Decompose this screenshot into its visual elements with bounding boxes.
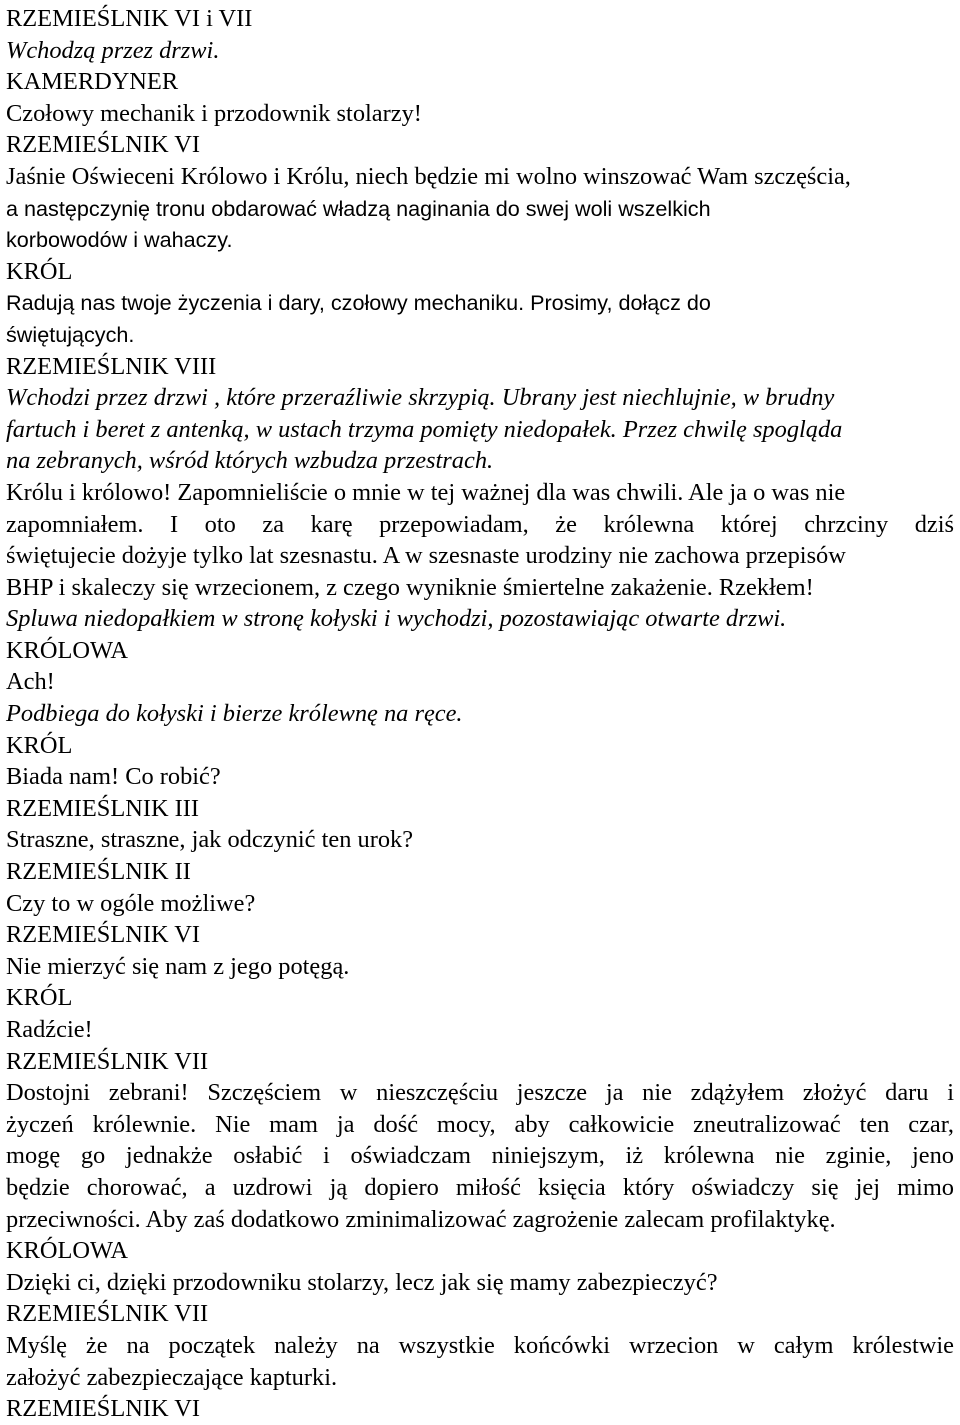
stage-direction-text: Spluwa niedopałkiem w stronę kołyski i wychodzi, pozostawiając otwarte drzwi.: [6, 605, 787, 633]
dialogue-text: Czy to w ogóle możliwe?: [6, 889, 256, 917]
dialogue-text: Radują nas twoje życzenia i dary, czołowy mechaniku. Prosimy, dołącz do: [6, 290, 711, 316]
text-line: [6, 1140, 954, 1172]
dialogue-text: RZEMIEŚLNIK II: [6, 858, 191, 886]
text-line: [6, 1046, 954, 1078]
dialogue-text: Ach!: [6, 668, 55, 696]
stage-direction-text: Podbiega do kołyski i bierze królewnę na ręce.: [6, 700, 463, 728]
text-line: [6, 919, 954, 951]
text-line: [6, 888, 954, 920]
text-line: [6, 856, 954, 888]
text-line: [6, 161, 954, 193]
dialogue-text: KRÓLOWA: [6, 636, 128, 664]
text-line: [6, 3, 954, 35]
dialogue-text: Dzięki ci, dzięki przodowniku stolarzy, lecz jak się mamy zabezpieczyć?: [6, 1268, 718, 1296]
dialogue-text: Dostojni zebrani! Szczęściem w nieszczęściu jeszcze ja nie zdążyłem złożyć daru i: [6, 1079, 954, 1107]
dialogue-text: RZEMIEŚLNIK III: [6, 794, 200, 822]
dialogue-text: Czołowy mechanik i przodownik stolarzy!: [6, 99, 422, 127]
text-line: [6, 1077, 954, 1109]
dialogue-text: świętujecie dożyje tylko lat szesnastu. A w szesnaste urodziny nie zachowa przepisów: [6, 542, 846, 570]
dialogue-text: Radźcie!: [6, 1016, 93, 1043]
dialogue-text: KRÓLOWA: [6, 1237, 128, 1265]
text-line: [6, 951, 954, 983]
text-line: [6, 1014, 954, 1046]
text-line: [6, 224, 954, 256]
dialogue-text: KAMERDYNER: [6, 68, 179, 96]
stage-direction-text: na zebranych, wśród których wzbudza przestrach.: [6, 447, 494, 475]
text-line: [6, 793, 954, 825]
dialogue-text: życzeń królewnie. Nie mam ja dość mocy, aby całkowicie zneutralizować ten czar,: [6, 1110, 954, 1138]
dialogue-text: a następczynię tronu obdarować władzą naginania do swej woli wszelkich: [6, 195, 711, 221]
text-line: [6, 1204, 954, 1236]
text-line: [6, 193, 954, 225]
text-line: [6, 1235, 954, 1267]
dialogue-text: Straszne, straszne, jak odczynić ten urok?: [6, 826, 414, 854]
dialogue-text: zapomniałem. I oto za karę przepowiadam, że królewna której chrzciny dziś: [6, 510, 954, 538]
dialogue-text: mogę go jednakże osłabić i oświadczam niniejszym, iż królewna nie zginie, jeno: [6, 1142, 954, 1170]
dialogue-text: Nie mierzyć się nam z jego potęgą.: [6, 952, 350, 980]
text-line: [6, 603, 954, 635]
text-line: [6, 414, 954, 446]
text-line: [6, 1172, 954, 1204]
text-line: [6, 982, 954, 1014]
text-line: [6, 509, 954, 541]
dialogue-text: KRÓL: [6, 731, 73, 759]
text-line: [6, 1298, 954, 1330]
dialogue-text: KRÓL: [6, 984, 73, 1012]
text-line: [6, 1393, 954, 1425]
text-line: [6, 572, 954, 604]
text-line: [6, 1109, 954, 1141]
text-line: [6, 540, 954, 572]
text-line: [6, 1267, 954, 1299]
dialogue-text: RZEMIEŚLNIK VI: [6, 921, 200, 949]
dialogue-text: Jaśnie Oświeceni Królowo i Królu, niech będzie mi wolno winszować Wam szczęścia,: [6, 162, 851, 190]
dialogue-text: RZEMIEŚLNIK VIII: [6, 352, 217, 380]
dialogue-text: będzie chorować, a uzdrowi ją dopiero miłość księcia który oświadczy się jej mimo: [6, 1173, 954, 1201]
text-line: [6, 761, 954, 793]
dialogue-text: BHP i skaleczy się wrzecionem, z czego wyniknie śmiertelne zakażenie. Rzekłem!: [6, 573, 814, 601]
dialogue-text: RZEMIEŚLNIK VI i VII: [6, 5, 253, 32]
text-line: [6, 477, 954, 509]
dialogue-text: Myślę że na początek należy na wszystkie końcówki wrzecion w całym królestwie: [6, 1331, 954, 1359]
text-line: [6, 666, 954, 698]
text-line: [6, 129, 954, 161]
text-line: [6, 287, 954, 319]
dialogue-text: Królu i królowo! Zapomnieliście o mnie w tej ważnej dla was chwili. Ale ja o was nie: [6, 478, 846, 506]
text-line: [6, 382, 954, 414]
text-line: [6, 351, 954, 383]
dialogue-text: przeciwności. Aby zaś dodatkowo zminimalizować zagrożenie zalecam profilaktykę.: [6, 1205, 836, 1233]
dialogue-text: RZEMIEŚLNIK VII: [6, 1300, 209, 1328]
stage-direction-text: Wchodzi przez drzwi , które przeraźliwie skrzypią. Ubrany jest niechlujnie, w brudny: [6, 384, 835, 412]
text-line: [6, 824, 954, 856]
dialogue-text: korbowodów i wahaczy.: [6, 227, 233, 253]
text-line: [6, 698, 954, 730]
dialogue-text: RZEMIEŚLNIK VII: [6, 1047, 209, 1075]
dialogue-text: KRÓL: [6, 257, 73, 285]
text-line: [6, 319, 954, 351]
text-line: [6, 66, 954, 98]
dialogue-text: Biada nam! Co robić?: [6, 763, 221, 791]
dialogue-text: założyć zabezpieczające kapturki.: [6, 1363, 338, 1391]
text-line: [6, 445, 954, 477]
text-line: [6, 256, 954, 288]
dialogue-text: RZEMIEŚLNIK VI: [6, 1395, 200, 1423]
text-line: [6, 730, 954, 762]
stage-direction-text: Wchodzą przez drzwi.: [6, 36, 220, 64]
text-line: [6, 35, 954, 67]
text-line: [6, 635, 954, 667]
dialogue-text: RZEMIEŚLNIK VI: [6, 131, 200, 159]
stage-direction-text: fartuch i beret z antenką, w ustach trzyma pomięty niedopałek. Przez chwilę spogląda: [6, 415, 843, 443]
dialogue-text: świętujących.: [6, 321, 135, 347]
text-line: [6, 1362, 954, 1394]
text-line: [6, 98, 954, 130]
text-line: [6, 1330, 954, 1362]
